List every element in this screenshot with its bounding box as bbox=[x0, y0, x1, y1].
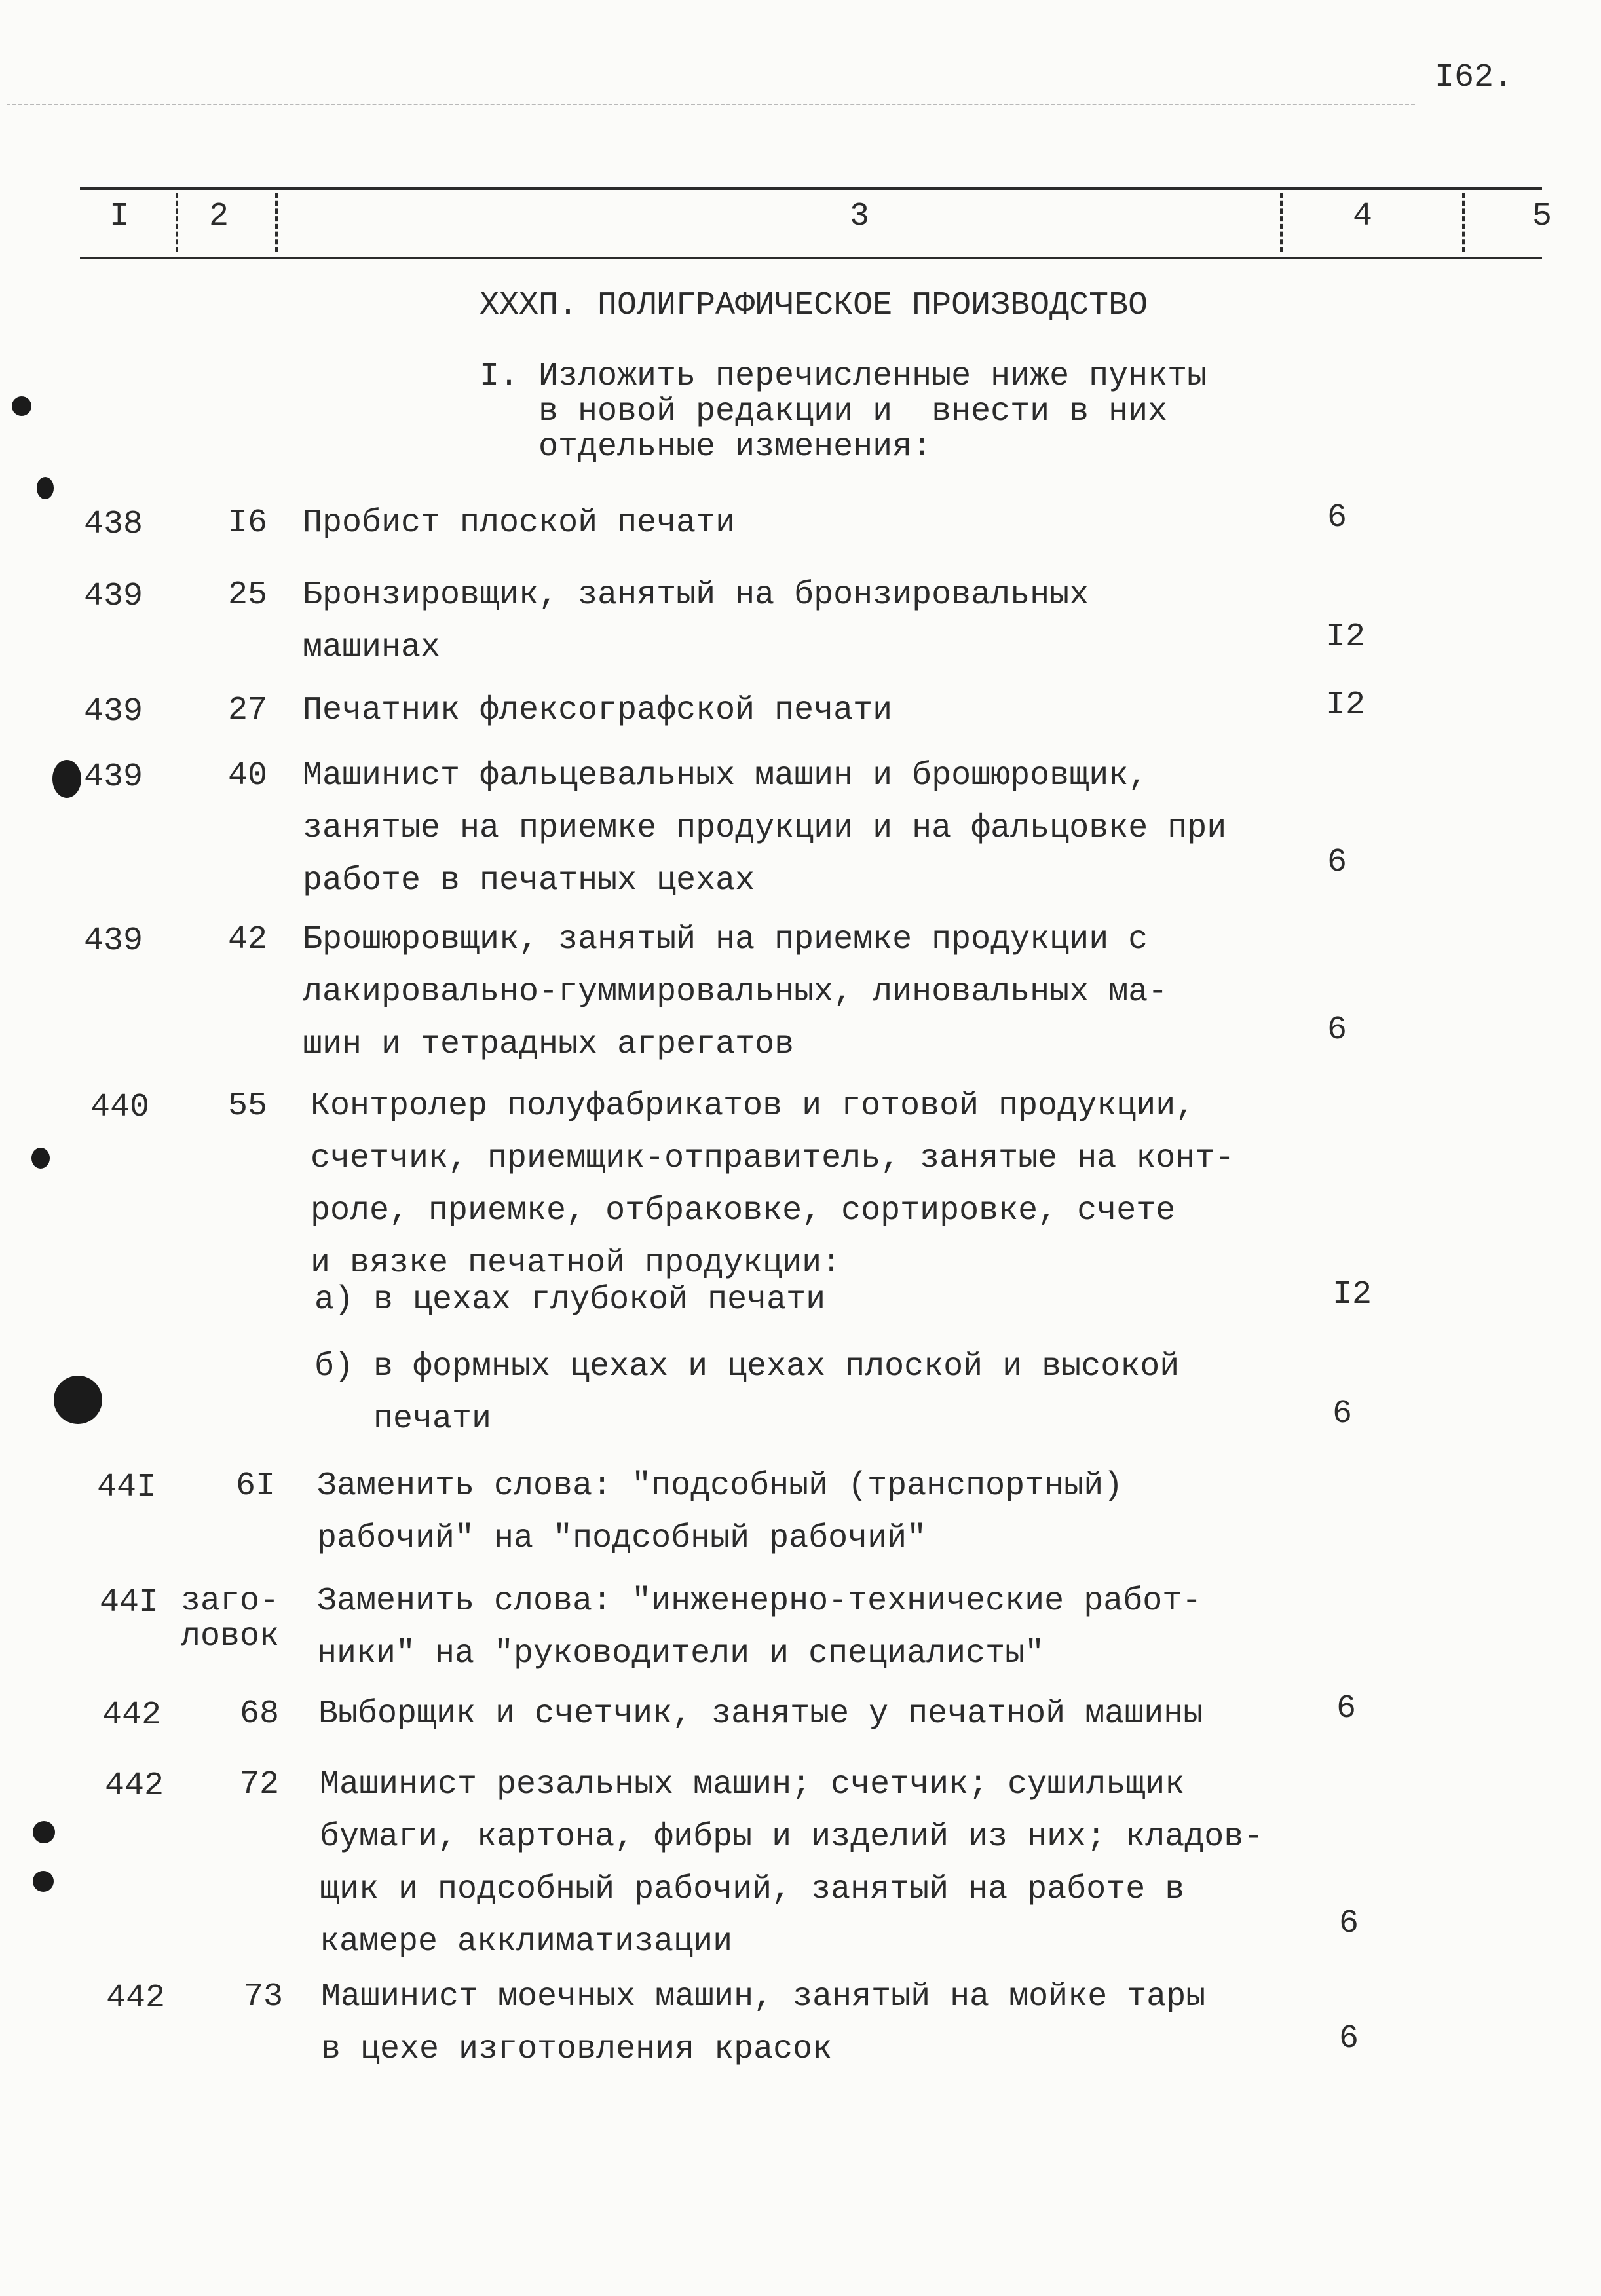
row-value: I2 bbox=[1332, 1276, 1372, 1313]
row-paragraph: 40 bbox=[227, 757, 267, 795]
instruction-text: I. Изложить перечисленные ниже пункты в новой редакции и внести в них отдельные изменения: bbox=[480, 358, 1207, 466]
punch-hole bbox=[33, 1821, 55, 1843]
punch-hole bbox=[52, 760, 81, 798]
row-description: Брошюровщик, занятый на приемке продукции с лакировально-гуммировальных, линовальных ма- шин и тетрадных агрегатов bbox=[303, 921, 1168, 1063]
punch-hole bbox=[31, 1148, 50, 1169]
punch-hole bbox=[54, 1376, 102, 1424]
row-description: Печатник флексографской печати bbox=[303, 692, 893, 729]
row-description: Машинист моечных машин, занятый на мойке тары в цехе изготовления красок bbox=[321, 1978, 1206, 2068]
row-paragraph: заго- ловок bbox=[180, 1583, 279, 1655]
row-paragraph: I6 bbox=[227, 504, 267, 542]
row-description: Пробист плоской печати bbox=[303, 504, 736, 542]
row-value: I2 bbox=[1326, 618, 1366, 656]
row-item-number: 440 bbox=[90, 1089, 150, 1126]
table-top-rule bbox=[80, 187, 1542, 190]
row-paragraph: 25 bbox=[227, 576, 267, 614]
row-paragraph: 73 bbox=[243, 1978, 283, 2016]
row-paragraph: 42 bbox=[227, 921, 267, 958]
row-value: I2 bbox=[1326, 687, 1366, 724]
row-paragraph: 6I bbox=[235, 1467, 275, 1505]
row-paragraph: 55 bbox=[227, 1087, 267, 1125]
row-value: 6 bbox=[1327, 844, 1347, 881]
column-separator bbox=[1280, 193, 1283, 252]
row-item-number: 44I bbox=[97, 1469, 157, 1506]
row-value: 6 bbox=[1336, 1690, 1357, 1727]
column-header-4: 4 bbox=[1352, 198, 1372, 235]
row-description: Бронзировщик, занятый на бронзировальных машинах bbox=[303, 576, 1089, 666]
row-description: Заменить слова: "инженерно-технические работ- ники" на "руководители и специалисты" bbox=[317, 1583, 1202, 1672]
table-bottom-rule bbox=[80, 257, 1542, 259]
row-description: Контролер полуфабрикатов и готовой продукции, счетчик, приемщик-отправитель, занятые на конт- роле, приемке, отбраковке, сортировке, счете и вязке печатной продукции: bbox=[311, 1087, 1235, 1282]
row-item-number: 439 bbox=[84, 693, 143, 730]
row-paragraph: 27 bbox=[227, 692, 267, 729]
row-value: 6 bbox=[1339, 2020, 1359, 2058]
header-dash-line bbox=[7, 104, 1415, 105]
row-value: 6 bbox=[1327, 1011, 1347, 1049]
row-item-number: 439 bbox=[84, 578, 143, 615]
column-header-1: I bbox=[109, 198, 129, 235]
row-item-number: 442 bbox=[105, 1767, 164, 1805]
column-header-2: 2 bbox=[208, 198, 229, 235]
row-item-number: 442 bbox=[106, 1980, 166, 2017]
row-value: 6 bbox=[1339, 1905, 1359, 1942]
punch-hole bbox=[12, 396, 31, 416]
column-separator bbox=[1462, 193, 1465, 252]
row-item-number: 442 bbox=[102, 1697, 162, 1734]
row-description: а) в цехах глубокой печати bbox=[314, 1281, 826, 1319]
column-header-3: 3 bbox=[849, 198, 869, 235]
row-item-number: 439 bbox=[84, 759, 143, 796]
section-title: XXXП. ПОЛИГРАФИЧЕСКОЕ ПРОИЗВОДСТВО bbox=[480, 287, 1148, 324]
column-header-5: 5 bbox=[1532, 198, 1552, 235]
row-paragraph: 68 bbox=[239, 1695, 279, 1733]
row-description: Выборщик и счетчик, занятые у печатной машины bbox=[318, 1695, 1203, 1733]
row-description: Машинист фальцевальных машин и брошюровщик, занятые на приемке продукции и на фальцовке при работе в печатных цехах bbox=[303, 757, 1227, 899]
row-item-number: 439 bbox=[84, 922, 143, 960]
row-value: 6 bbox=[1332, 1395, 1353, 1433]
row-item-number: 438 bbox=[84, 506, 143, 543]
column-separator bbox=[176, 193, 178, 252]
row-value: 6 bbox=[1327, 499, 1347, 536]
page-number: I62. bbox=[1435, 59, 1514, 96]
punch-hole bbox=[33, 1871, 54, 1892]
row-description: б) в формных цехах и цехах плоской и высокой печати bbox=[314, 1348, 1180, 1438]
column-separator bbox=[275, 193, 278, 252]
row-paragraph: 72 bbox=[239, 1766, 279, 1803]
punch-hole bbox=[37, 477, 54, 499]
row-description: Машинист резальных машин; счетчик; сушильщик бумаги, картона, фибры и изделий из них; кладов- щик и подсобный рабочий, занятый на работе в камере акклиматизации bbox=[320, 1766, 1264, 1961]
row-description: Заменить слова: "подсобный (транспортный) рабочий" на "подсобный рабочий" bbox=[317, 1467, 1123, 1557]
row-item-number: 44I bbox=[100, 1584, 159, 1621]
